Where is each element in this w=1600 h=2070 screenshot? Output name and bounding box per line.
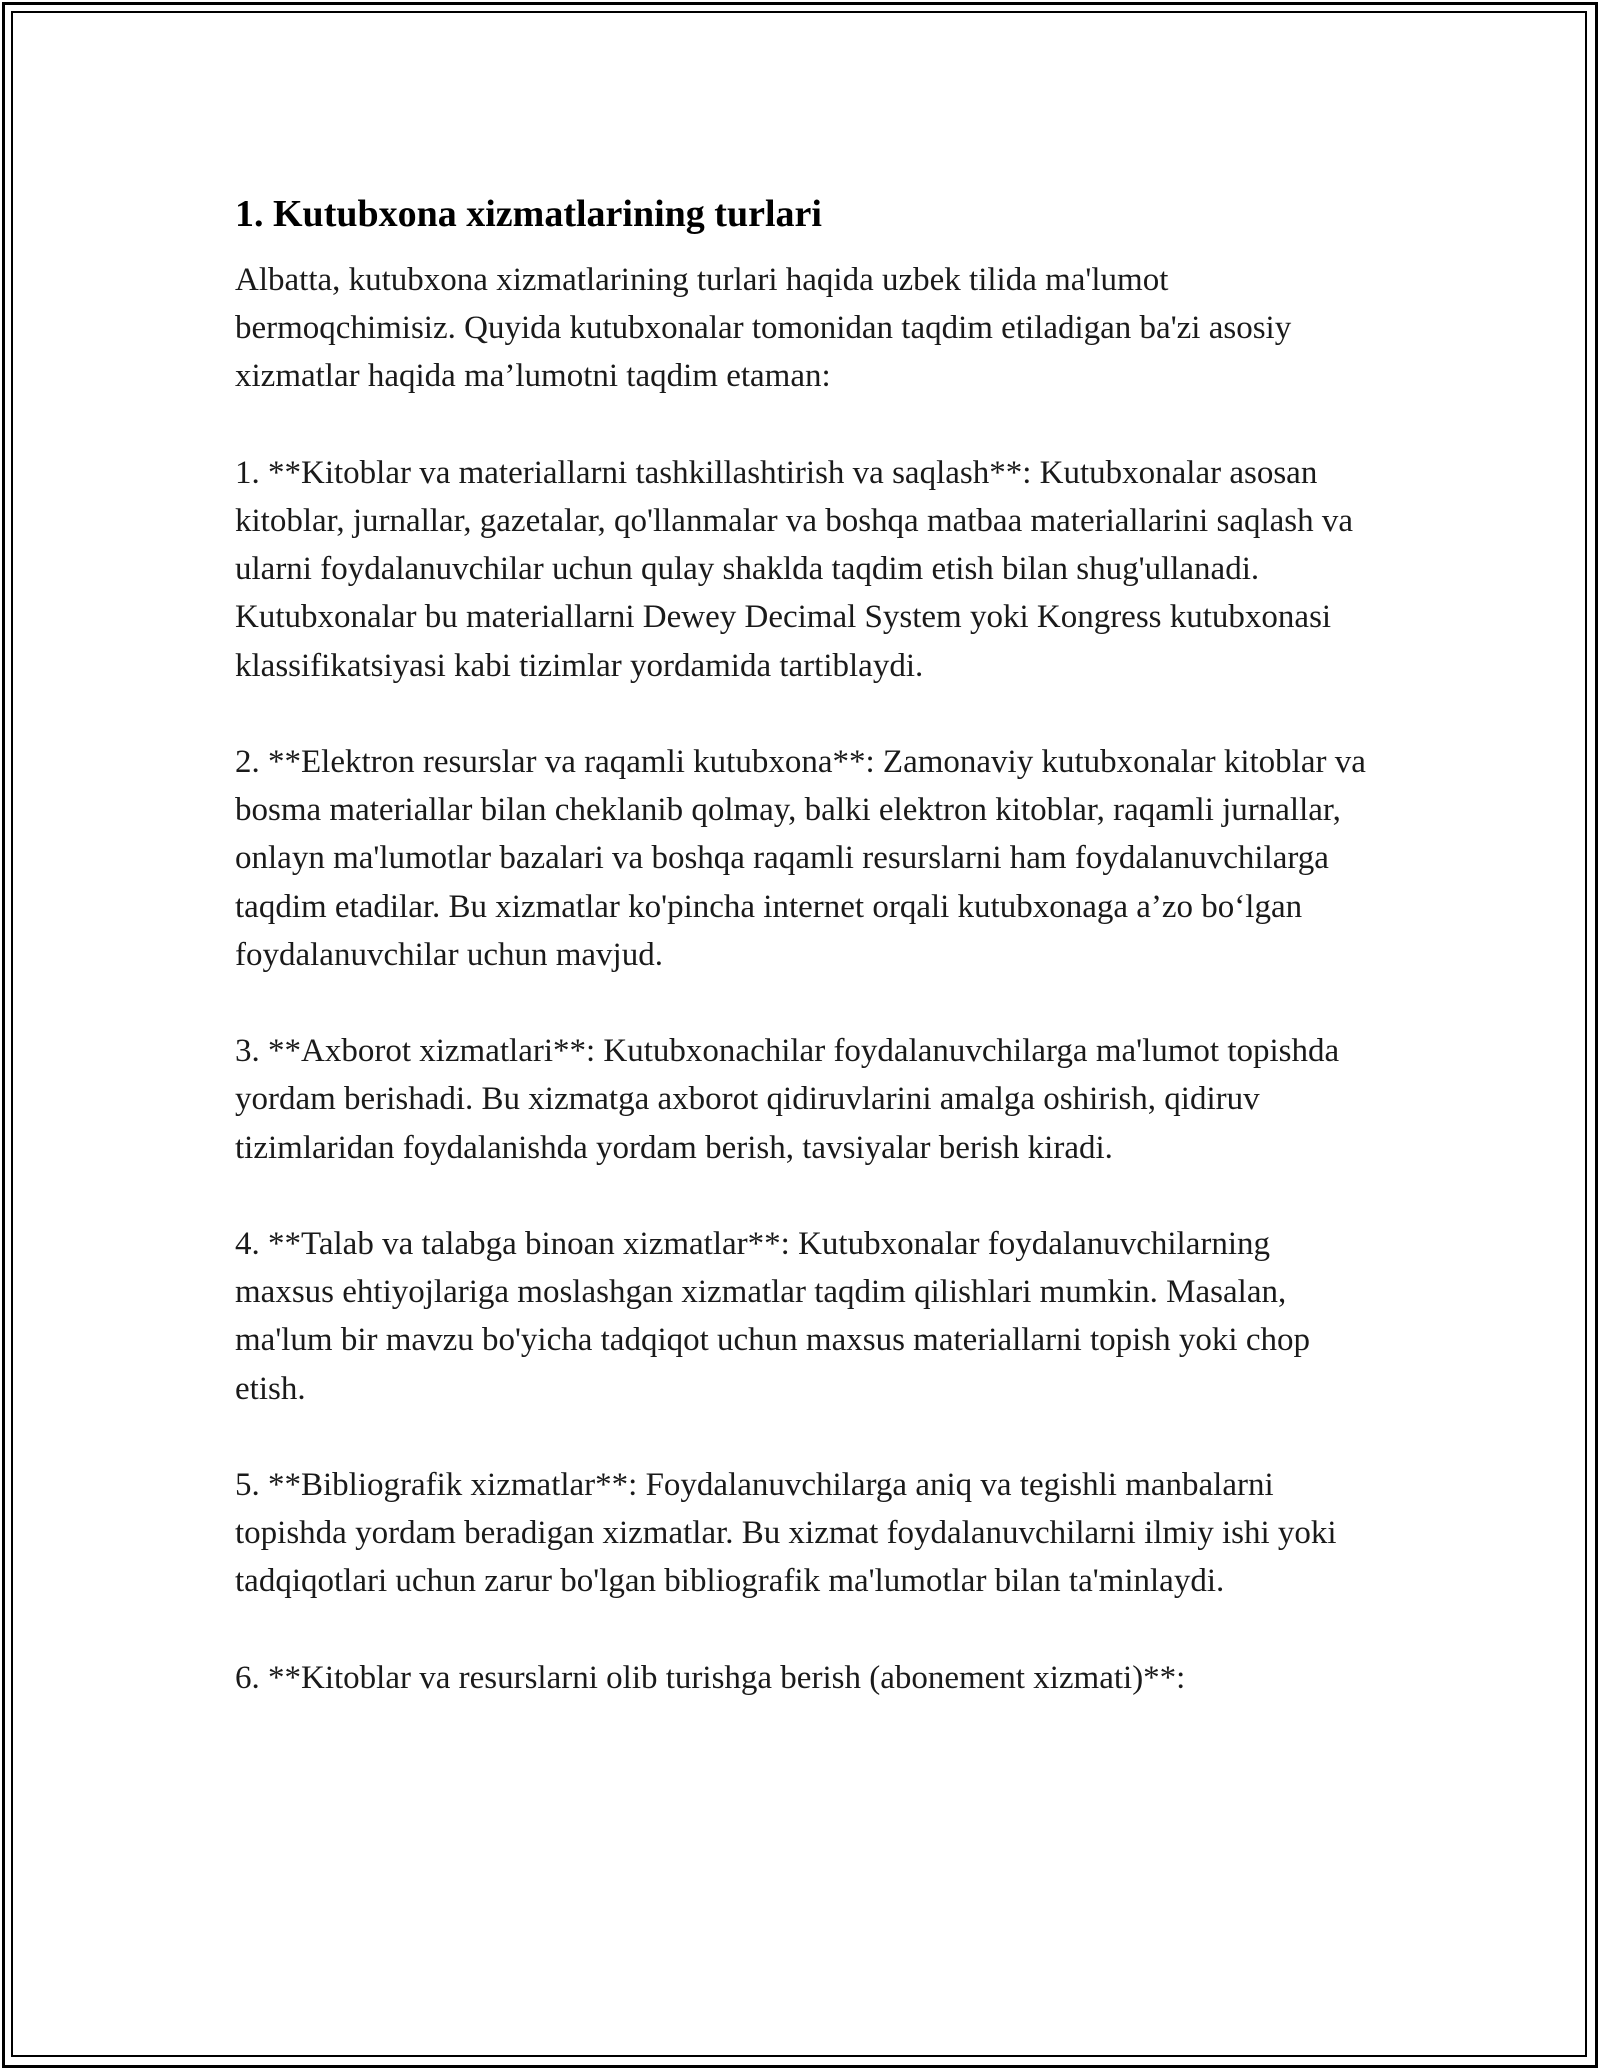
list-item-3: 3. **Axborot xizmatlari**: Kutubxonachilar foydalanuvchilarga ma'lumot topishda yordam berishadi. Bu xizmatga axborot qidiruvlarini amalga oshirish, qidiruv tizimlaridan foydalanishda yordam berish, tavsiyalar berish kiradi. <box>235 1033 1340 1166</box>
document-content <box>235 188 1370 1702</box>
list-item-5: 5. **Bibliografik xizmatlar**: Foydalanuvchilarga aniq va tegishli manbalarni topishda yordam beradigan xizmatlar. Bu xizmat foydalanuvchilarni ilmiy ishi yoki tadqiqotlari uchun zarur bo'lgan bibliografik ma'lumotlar bilan ta'minlaydi. <box>235 1467 1337 1600</box>
paragraph-gap <box>235 979 1370 1027</box>
paragraph-gap <box>235 690 1370 738</box>
paragraph-gap <box>235 1413 1370 1461</box>
list-item-6: 6. **Kitoblar va resurslarni olib turishga berish (abonement xizmati)**: <box>235 1659 1186 1696</box>
document-title: 1. Kutubxona xizmatlarining turlari <box>235 193 822 235</box>
paragraph-gap <box>235 401 1370 449</box>
list-item-4: 4. **Talab va talabga binoan xizmatlar**: Kutubxonalar foydalanuvchilarning maxsus ehtiyojlariga moslashgan xizmatlar taqdim qilishlari mumkin. Masalan, ma'lum bir mavzu bo'yicha tadqiqot uchun maxsus materiallarni topish yoki chop etish. <box>235 1226 1310 1407</box>
list-item-2: 2. **Elektron resurslar va raqamli kutubxona**: Zamonaviy kutubxonalar kitoblar va bosma materiallar bilan cheklanib qolmay, balki elektron kitoblar, raqamli jurnallar, onlayn ma'lumotlar bazalari va boshqa raqamli resurslarni ham foydalanuvchilarga taqdim etadilar. Bu xizmatlar ko'pincha internet orqali kutubxonaga a’zo bo‘lgan foydalanuvchilar uchun mavjud. <box>235 744 1366 973</box>
paragraph-gap <box>235 1606 1370 1654</box>
document-body <box>235 256 1370 1702</box>
intro-paragraph: Albatta, kutubxona xizmatlarining turlari haqida uzbek tilida ma'lumot bermoqchimisiz. Quyida kutubxonalar tomonidan taqdim etiladigan ba'zi asosiy xizmatlar haqida ma’lumotni taqdim etaman: <box>235 262 1292 395</box>
list-item-1: 1. **Kitoblar va materiallarni tashkillashtirish va saqlash**: Kutubxonalar asosan kitoblar, jurnallar, gazetalar, qo'llanmalar va boshqa matbaa materiallarini saqlash va ularni foydalanuvchilar uchun qulay shaklda taqdim etish bilan shug'ullanadi. Kutubxonalar bu materiallarni Dewey Decimal System yoki Kongress kutubxonasi klassifikatsiyasi kabi tizimlar yordamida tartiblaydi. <box>235 454 1354 684</box>
paragraph-gap <box>235 1172 1370 1220</box>
